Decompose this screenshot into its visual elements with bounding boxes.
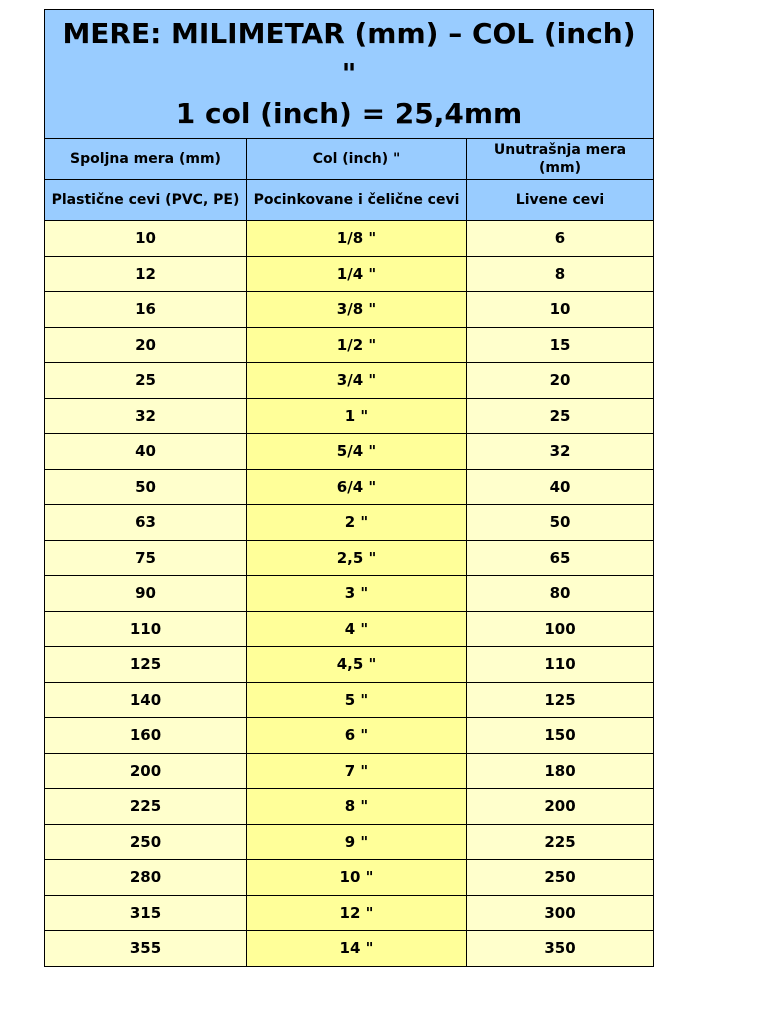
header-cast-pipes: Livene cevi	[467, 180, 654, 221]
table-title	[45, 10, 654, 139]
cell-inch: 14 "	[247, 931, 467, 967]
table-row	[45, 434, 654, 470]
cell-inner-mm: 150	[467, 718, 654, 754]
title-line-1: MERE: MILIMETAR (mm) – COL (inch) "	[62, 17, 636, 90]
table-row	[45, 824, 654, 860]
cell-inch: 1/8 "	[247, 221, 467, 257]
cell-inner-mm: 200	[467, 789, 654, 825]
cell-outer-mm: 40	[45, 434, 247, 470]
cell-outer-mm: 200	[45, 753, 247, 789]
cell-inch: 1 "	[247, 398, 467, 434]
table-row	[45, 931, 654, 967]
cell-inch: 5 "	[247, 682, 467, 718]
cell-inner-mm: 8	[467, 256, 654, 292]
cell-inner-mm: 15	[467, 327, 654, 363]
cell-inner-mm: 10	[467, 292, 654, 328]
cell-inch: 6/4 "	[247, 469, 467, 505]
table-row	[45, 682, 654, 718]
cell-outer-mm: 12	[45, 256, 247, 292]
table-row	[45, 576, 654, 612]
cell-outer-mm: 140	[45, 682, 247, 718]
cell-inner-mm: 80	[467, 576, 654, 612]
cell-inner-mm: 225	[467, 824, 654, 860]
cell-inch: 1/4 "	[247, 256, 467, 292]
cell-outer-mm: 10	[45, 221, 247, 257]
cell-inner-mm: 20	[467, 363, 654, 399]
cell-inch: 6 "	[247, 718, 467, 754]
title-row	[45, 10, 654, 139]
cell-outer-mm: 355	[45, 931, 247, 967]
cell-outer-mm: 32	[45, 398, 247, 434]
cell-inch: 8 "	[247, 789, 467, 825]
header-outer-size: Spoljna mera (mm)	[45, 139, 247, 180]
cell-inch: 2 "	[247, 505, 467, 541]
table-row	[45, 221, 654, 257]
table-row	[45, 505, 654, 541]
table-row	[45, 469, 654, 505]
cell-outer-mm: 20	[45, 327, 247, 363]
cell-inch: 12 "	[247, 895, 467, 931]
cell-inch: 10 "	[247, 860, 467, 896]
header-inch: Col (inch) "	[247, 139, 467, 180]
cell-inch: 2,5 "	[247, 540, 467, 576]
cell-outer-mm: 250	[45, 824, 247, 860]
cell-inch: 3/8 "	[247, 292, 467, 328]
table-row	[45, 611, 654, 647]
cell-inner-mm: 350	[467, 931, 654, 967]
cell-outer-mm: 25	[45, 363, 247, 399]
cell-inch: 7 "	[247, 753, 467, 789]
conversion-sheet	[44, 9, 653, 967]
header-row-1	[45, 139, 654, 180]
cell-outer-mm: 125	[45, 647, 247, 683]
cell-outer-mm: 16	[45, 292, 247, 328]
cell-outer-mm: 75	[45, 540, 247, 576]
cell-inner-mm: 180	[467, 753, 654, 789]
header-inner-size: Unutrašnja mera (mm)	[467, 139, 654, 180]
table-row	[45, 753, 654, 789]
table-row	[45, 789, 654, 825]
cell-outer-mm: 315	[45, 895, 247, 931]
cell-inner-mm: 250	[467, 860, 654, 896]
table-row	[45, 540, 654, 576]
cell-outer-mm: 63	[45, 505, 247, 541]
cell-inch: 1/2 "	[247, 327, 467, 363]
cell-inner-mm: 32	[467, 434, 654, 470]
cell-outer-mm: 160	[45, 718, 247, 754]
cell-outer-mm: 280	[45, 860, 247, 896]
cell-inch: 4,5 "	[247, 647, 467, 683]
table-row	[45, 327, 654, 363]
cell-inner-mm: 25	[467, 398, 654, 434]
cell-inner-mm: 65	[467, 540, 654, 576]
cell-inch: 5/4 "	[247, 434, 467, 470]
cell-inch: 9 "	[247, 824, 467, 860]
cell-outer-mm: 225	[45, 789, 247, 825]
table-row	[45, 398, 654, 434]
cell-inner-mm: 300	[467, 895, 654, 931]
table-row	[45, 256, 654, 292]
cell-inner-mm: 125	[467, 682, 654, 718]
cell-outer-mm: 110	[45, 611, 247, 647]
header-plastic-pipes: Plastične cevi (PVC, PE)	[45, 180, 247, 221]
cell-inch: 4 "	[247, 611, 467, 647]
table-row	[45, 292, 654, 328]
header-steel-pipes: Pocinkovane i čelične cevi	[247, 180, 467, 221]
conversion-table	[44, 9, 654, 967]
cell-inch: 3 "	[247, 576, 467, 612]
cell-outer-mm: 50	[45, 469, 247, 505]
cell-inner-mm: 40	[467, 469, 654, 505]
title-line-2: 1 col (inch) = 25,4mm	[175, 97, 523, 130]
cell-inner-mm: 50	[467, 505, 654, 541]
cell-inch: 3/4 "	[247, 363, 467, 399]
table-row	[45, 860, 654, 896]
table-row	[45, 363, 654, 399]
cell-inner-mm: 100	[467, 611, 654, 647]
cell-inner-mm: 6	[467, 221, 654, 257]
table-row	[45, 895, 654, 931]
cell-outer-mm: 90	[45, 576, 247, 612]
cell-inner-mm: 110	[467, 647, 654, 683]
table-row	[45, 647, 654, 683]
header-row-2	[45, 180, 654, 221]
table-row	[45, 718, 654, 754]
